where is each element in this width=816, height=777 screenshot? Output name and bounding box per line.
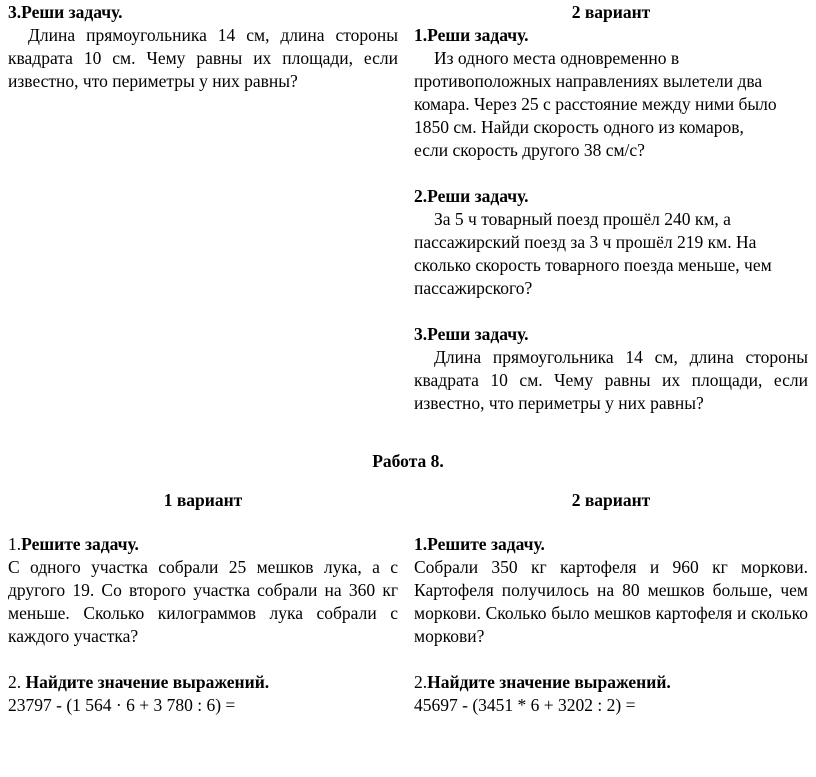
task1-heading: Решите задачу.	[21, 534, 139, 554]
task1-text: С одного участка собрали 25 мешков лука, а с другого 19. Со второго участка собрали на 360 кг меньше. Сколько килограммов лука собрали с каждого участка?	[8, 557, 398, 646]
top-left-column	[8, 1, 398, 93]
spacer	[8, 648, 398, 671]
task3-text: Длина прямоугольника 14 см, длина стороны квадрата 10 см. Чему равны их площади, если известно, что периметры у них равны?	[8, 25, 398, 91]
task3-text: Длина прямоугольника 14 см, длина стороны квадрата 10 см. Чему равны их площади, если известно, что периметры у них равны?	[414, 347, 808, 413]
task2-heading-line	[8, 671, 398, 694]
task2-number: 2.	[414, 672, 428, 692]
top-right-column	[414, 1, 808, 415]
task3-heading: 3.Реши задачу.	[8, 2, 123, 22]
task1-line: комара. Через 25 с расстояние между ними было	[414, 94, 777, 114]
task1-line: Из одного места одновременно в	[434, 48, 680, 68]
task1-line: противоположных направлениях вылетели два	[414, 71, 763, 91]
task2-line: сколько скорость товарного поезда меньше, чем	[414, 255, 772, 275]
task1-number: 1.	[8, 534, 22, 554]
task2-line: пассажирского?	[414, 278, 533, 298]
bottom-right-column	[414, 533, 808, 717]
bottom-left-column	[8, 533, 398, 717]
variant-title: 2 вариант	[571, 2, 651, 22]
task2-number: 2.	[8, 672, 26, 692]
spacer	[414, 648, 808, 671]
variant2-title: 2 вариант	[571, 490, 651, 510]
task2-heading: Найдите значение выражений.	[25, 672, 270, 692]
work-title: Работа 8.	[372, 451, 444, 471]
task2-expression: 45697 - (3451 * 6 + 3202 : 2) =	[414, 695, 636, 715]
task2-heading-line	[414, 671, 808, 694]
variant1-title: 1 вариант	[163, 490, 243, 510]
task1-heading: 1.Реши задачу.	[414, 25, 529, 45]
spacer	[414, 162, 808, 185]
task3-heading: 3.Реши задачу.	[414, 324, 529, 344]
task1-heading-line	[8, 533, 398, 556]
task2-line: пассажирский поезд за 3 ч прошёл 219 км. На	[414, 232, 757, 252]
task1-heading: 1.Решите задачу.	[414, 534, 545, 554]
task2-expression: 23797 - (1 564 · 6 + 3 780 : 6) =	[8, 695, 236, 715]
task1-line: 1850 см. Найди скорость одного из комаров,	[414, 117, 744, 137]
task2-heading: Найдите значение выражений.	[427, 672, 671, 692]
task2-heading: 2.Реши задачу.	[414, 186, 529, 206]
task1-text: Собрали 350 кг картофеля и 960 кг моркови. Картофеля получилось на 80 мешков больше, чем моркови. Сколько было мешков картофеля и сколько моркови?	[414, 557, 808, 646]
spacer	[414, 300, 808, 323]
task1-line: если скорость другого 38 см/с?	[414, 140, 645, 160]
task2-line: За 5 ч товарный поезд прошёл 240 км, а	[434, 209, 731, 229]
